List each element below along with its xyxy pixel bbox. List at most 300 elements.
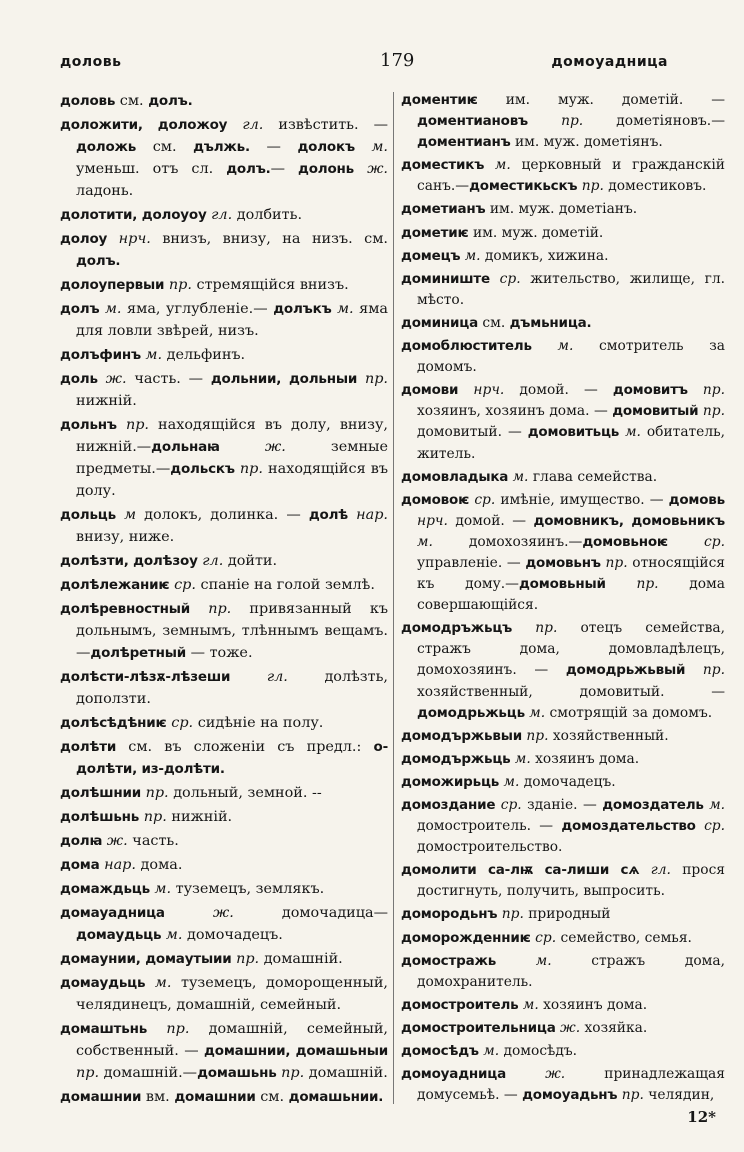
page-number: 179 [380,50,415,71]
grammar-abbreviation: гл. [266,669,288,685]
dictionary-entry [401,1041,725,1062]
headword: долꙗ [60,833,103,849]
headword: домашьнь [197,1065,277,1081]
grammar-abbreviation: нрч. [417,512,448,529]
headword: дольць [60,507,116,523]
definition-text: спаніе на голой землѣ. [195,577,375,593]
definition-text: яма для ловли звѣрей, низъ. [76,301,389,339]
headword: домодържьць [401,750,511,767]
grammar-abbreviation: пр. [125,417,149,433]
definition-text: земные предметы.— [76,439,388,477]
dictionary-entry [401,726,725,747]
headword: дольскъ [170,461,235,477]
grammar-abbreviation: ж. [105,371,127,387]
grammar-abbreviation: нрч. [473,382,505,399]
dictionary-entry [60,298,388,342]
grammar-abbreviation: ср. [500,797,522,813]
definition-text: природный [523,906,611,923]
headword: доль [60,371,98,387]
grammar-abbreviation: м. [464,247,481,264]
headword: домоздательство [561,818,696,835]
definition-text: семейство, семья. [556,929,692,946]
definition-text: часть. — [126,371,211,387]
headword: домаждьць [60,881,150,897]
grammar-abbreviation: м. [483,1043,500,1060]
headword: домодрьжьвый [565,662,686,679]
definition-text: домочадецъ. [519,773,616,790]
headword: долѣлежаниѥ [60,577,170,593]
definition-text: им. муж. дометіянъ. [510,134,663,151]
dictionary-entry [60,574,388,596]
grammar-abbreviation: ср. [499,270,521,287]
signature-mark: 12* [687,1108,716,1126]
headword: о-долѣти, из-долѣти. [76,739,388,777]
dictionary-entry [401,269,725,311]
headword: долѣ [308,507,349,523]
definition-text: домой. — [504,382,613,399]
dictionary-entry [60,712,388,734]
headword: домашьнии. [288,1089,384,1105]
dictionary-entry [401,313,725,334]
grammar-abbreviation: м. [165,927,183,943]
grammar-abbreviation: пр. [605,554,628,571]
definition-text: находящійся въ долу, внизу, нижній.— [76,417,388,455]
headword: домоздание [401,797,496,813]
dictionary-entry [401,246,725,267]
headword: доментиѥ [401,92,478,108]
grammar-abbreviation: пр. [526,727,549,744]
definition-text [639,862,650,878]
header-left-guideword: доловь [60,54,122,70]
definition-text [116,507,124,523]
definition-text [506,1066,545,1082]
grammar-abbreviation: пр. [143,809,167,825]
definition-text [528,113,561,129]
dictionary-entry [60,902,388,946]
headword: долъ. [226,161,271,177]
definition-text: отецъ семейства, стражъ дома, домовладѣлецъ, домохозяинъ. — [417,620,726,679]
definition-text [145,975,155,991]
headword: долъ. [148,93,193,109]
definition-text: хозяинъ дома. [538,996,648,1013]
grammar-abbreviation: м. [557,338,574,355]
definition-text: долѣзть, доползти. [76,669,389,707]
headword: домаудьць [60,975,146,991]
definition-text [190,601,208,617]
headword: долотити, долоуоу [60,207,207,223]
definition-text: внизъ, внизу, на низъ. см. [150,231,389,247]
dictionary-entry [401,336,725,378]
definition-text [696,818,704,834]
dictionary-entry [60,1086,388,1108]
headword: долѣшьнь [60,809,140,825]
headword: домашнии, домашьныи [204,1043,389,1059]
grammar-abbreviation: пр. [702,662,725,679]
headword: доможирьць [401,773,500,790]
dictionary-entry [60,598,388,664]
grammar-abbreviation: гл. [650,862,671,879]
grammar-abbreviation: нрч. [118,231,151,247]
headword: долѣшнии [60,785,141,801]
definition-text [606,576,637,592]
dictionary-entry [401,467,725,488]
definition-text: принадлежащая домусемьѣ. — [417,1066,725,1104]
headword: долѣти [60,739,117,755]
definition-text: управленіе. — [417,554,526,571]
headword: долонь [298,161,355,177]
dictionary-entry [60,504,388,548]
definition-text [230,669,267,685]
dictionary-entry [60,274,388,296]
definition-text: см. въ сложеніи съ предл.: [116,739,374,755]
headword: домостроитель [401,996,519,1013]
definition-text: обитатель, житель. [417,424,726,462]
definition-text: домикъ, хижина. [480,247,609,264]
grammar-abbreviation: гл. [202,553,224,569]
definition-text: глава семейства. [528,468,658,485]
definition-text: — [270,161,299,177]
headword: дометиѥ [401,224,469,241]
definition-text: дометіяновъ.— [583,113,725,130]
definition-text: жительство, жилище, гл. мѣсто. [417,270,725,308]
definition-text [496,953,536,969]
dictionary-entry [60,830,388,852]
definition-text: домашній.— [99,1065,198,1081]
headword: долъ. [76,253,121,269]
dictionary-entry [401,995,725,1016]
definition-text [354,161,367,177]
dictionary-entry [401,618,725,723]
dictionary-entry [401,223,725,244]
definition-text [165,905,213,921]
dictionary-entry [60,736,388,780]
grammar-abbreviation: ср. [171,715,194,731]
headword: домовитый [612,403,699,420]
headword: доместикъ [401,157,485,174]
definition-text: см. [477,314,510,331]
definition-text: домой. — [447,512,534,529]
left-column [60,90,388,1110]
headword: долоупервыи [60,277,165,293]
definition-text: хозяйка. [580,1019,648,1036]
definition-text [355,139,372,155]
grammar-abbreviation: м. [154,975,172,991]
definition-text: домашній, семейный, собственный. — [76,1021,389,1059]
grammar-abbreviation: ж. [264,439,286,455]
headword: доментианъ [417,134,511,151]
grammar-abbreviation: м. [522,996,539,1013]
grammar-abbreviation: ср. [704,533,725,550]
definition-text [458,382,473,398]
headword: доментиановъ [417,113,528,130]
grammar-abbreviation: ж. [545,1066,566,1083]
definition-text: хозяйственный. [548,727,669,744]
grammar-abbreviation: нар. [104,857,136,873]
headword: домауадница [60,905,165,921]
dictionary-entry [60,782,388,804]
definition-text [147,1021,166,1037]
dictionary-entry [401,490,725,617]
dictionary-entry [401,90,725,153]
dictionary-entry [401,1018,725,1039]
headword: домаунии, домаутыии [60,951,232,967]
grammar-abbreviation: м. [514,750,531,767]
grammar-abbreviation: пр. [702,403,725,420]
headword: долъкъ [273,301,332,317]
grammar-abbreviation: м. [337,301,354,317]
grammar-abbreviation: ж. [560,1019,581,1036]
definition-text: уменьш. отъ сл. [76,161,227,177]
definition-text: им. муж. дометіанъ. [485,201,638,218]
headword: дометианъ [401,201,486,218]
page-header [60,50,728,84]
definition-text [490,271,500,287]
definition-text: им. муж. дометій. [468,224,604,241]
headword: домовникъ, домовьникъ [533,512,725,529]
headword: домостражь [401,952,497,969]
definition-text [348,507,356,523]
dictionary-entry [60,228,388,272]
dictionary-entry [60,368,388,412]
dictionary-entry [60,878,388,900]
headword: домолити са-лѭ са-лиши сѧ [401,862,640,879]
definition-text [512,620,535,636]
grammar-abbreviation: м. [494,157,511,174]
definition-text [107,231,118,247]
dictionary-entry [60,414,388,502]
dictionary-entry [401,860,725,902]
definition-text: домашній. [304,1065,388,1081]
headword: дъмьница. [509,314,592,331]
grammar-abbreviation: пр. [236,951,260,967]
definition-text: см. [136,139,194,155]
grammar-abbreviation: пр. [281,1065,305,1081]
grammar-abbreviation: м. [535,952,552,969]
definition-text: стремящійся внизъ. [191,277,349,293]
definition-text: яма, углубленіе.— [121,301,274,317]
dictionary-entry [60,666,388,710]
headword: долѣзти, долѣзоу [60,553,198,569]
dictionary-entry [401,772,725,793]
definition-text: домосѣдъ. [499,1043,578,1060]
headword: доложь [76,139,137,155]
definition-text: хозяинъ, хозяинъ дома. — [417,403,613,420]
definition-text: зданіе. — [521,797,603,813]
headword: долѣсти-лѣзѫ-лѣзеши [60,669,231,685]
grammar-abbreviation: пр. [168,277,192,293]
definition-text: извѣстить. — [263,117,388,133]
definition-text: имѣніе, имущество. — [495,491,669,508]
headword: долъфинъ [60,347,141,363]
definition-text: прося достигнуть, получить, выпросить. [417,862,725,900]
definition-text: смотритель за домомъ. [417,338,725,376]
headword: дольнъ [60,417,117,433]
dictionary-entry [60,948,388,970]
grammar-abbreviation: м. [529,704,546,721]
definition-text: см. [115,93,149,109]
definition-text: долокъ, долинка. — [136,507,309,523]
headword: доместикьскъ [469,178,578,195]
definition-text: — [249,139,298,155]
definition-text: привязанный къ дольнымъ, земнымъ, тлѣннымъ вещамъ.— [76,601,388,661]
headword: домовоѥ [401,491,470,508]
headword: доморожденниѥ [401,929,531,946]
headword: домовьноѥ [582,533,669,550]
headword: домоуадьнъ [522,1087,618,1104]
grammar-abbreviation: пр. [364,371,388,387]
dictionary-entry [60,806,388,828]
headword: домаштьнь [60,1021,148,1037]
definition-text: хозяинъ дома. [530,750,640,767]
grammar-abbreviation: пр. [636,576,659,593]
headword: домовитъ [612,382,688,399]
dictionary-entry [401,155,725,197]
header-right-guideword: домоуадница [551,54,668,70]
grammar-abbreviation: пр. [208,601,232,617]
headword: дължь. [193,139,250,155]
dictionary-entry [60,1018,388,1084]
definition-text: часть. [127,833,179,849]
headword: домоблюститель [401,338,532,355]
grammar-abbreviation: пр. [535,620,558,637]
headword: долѣсѣдѣниѥ [60,715,167,731]
right-column [401,90,725,1108]
definition-text: домовитый. — [417,424,528,441]
dictionary-entry [401,795,725,858]
dictionary-entry [60,550,388,572]
grammar-abbreviation: пр. [621,1087,644,1104]
definition-text: сидѣніе на полу. [193,715,324,731]
definition-text: дома совершающійся. [417,576,726,614]
definition-text: домохозяинъ.— [432,533,583,550]
headword: домородьнъ [401,906,498,923]
grammar-abbreviation: ж. [212,905,234,921]
headword: долокъ [297,139,355,155]
definition-text: нижній. [166,809,233,825]
grammar-abbreviation: пр. [166,1021,190,1037]
dictionary-entry [60,972,388,1016]
definition-text: относящійся къ дому.— [417,554,725,593]
headword: домодържьвыи [401,727,522,744]
definition-text: туземецъ, землякъ. [171,881,325,897]
headword: долъ [60,301,100,317]
headword: домаудьць [76,927,162,943]
dictionary-entry [60,90,388,112]
headword: домосѣдъ [401,1043,479,1060]
grammar-abbreviation: ср. [474,491,496,508]
definition-text [227,117,242,133]
definition-text: дойти. [223,553,278,569]
headword: доминиште [401,270,490,287]
headword: долоу [60,231,108,247]
headword: домецъ [401,247,461,264]
definition-text: — тоже. [186,645,253,661]
grammar-abbreviation: ср. [704,818,726,835]
dictionary-entry [60,204,388,226]
grammar-abbreviation: м. [625,424,641,441]
grammar-abbreviation: м. [512,468,529,485]
headword: долѣретный [90,645,187,661]
definition-text: нижній. [76,393,137,409]
grammar-abbreviation: м. [709,797,726,813]
headword: домашнии [60,1089,142,1105]
definition-text: см. [255,1089,289,1105]
definition-text: домашній. [259,951,343,967]
definition-text [117,417,126,433]
grammar-abbreviation: м. [371,139,389,155]
headword: домовьный [518,576,606,593]
definition-text: дома. [135,857,183,873]
dictionary-entry [60,854,388,876]
grammar-abbreviation: м. [145,347,163,363]
grammar-abbreviation: пр. [145,785,169,801]
headword: домовладыка [401,468,509,485]
dictionary-entry [401,951,725,993]
definition-text: домостроительство. [417,839,563,856]
grammar-abbreviation: нар. [356,507,389,523]
definition-text [98,371,106,387]
dictionary-entry [401,199,725,220]
dictionary-entry [401,928,725,949]
definition-text: туземецъ, доморощенный, челядинецъ, домашній, семейный. [76,975,388,1013]
headword: домовь [668,491,725,508]
definition-text: дельфинъ. [162,347,246,363]
grammar-abbreviation: пр. [702,382,725,399]
grammar-abbreviation: м. [503,773,520,790]
definition-text: домочадица— [233,905,388,921]
definition-text: стражъ дома, домохранитель. [417,952,726,990]
definition-text: дольный, земной. -- [168,785,322,801]
headword: доминица [401,314,478,331]
definition-text: находящійся въ долу. [76,461,388,499]
grammar-abbreviation: гл. [211,207,233,223]
definition-text: смотрящій за домомъ. [545,704,713,721]
grammar-abbreviation: пр. [501,906,524,923]
definition-text: церковный и гражданскій санъ.— [417,157,725,195]
headword: домови [401,382,459,399]
column-divider [393,92,394,1104]
definition-text [220,439,265,455]
dictionary-entry [401,380,725,464]
headword: домовитьць [527,424,620,441]
headword: домовьнъ [525,554,601,571]
grammar-abbreviation: гл. [242,117,264,133]
headword: доложити, доложоу [60,117,228,133]
definition-text: внизу, ниже. [76,529,175,545]
headword: дольнаꙗ [151,439,220,455]
headword: доловь [60,93,116,109]
definition-text: доместиковъ. [603,178,707,195]
definition-text: долбить. [232,207,303,223]
dictionary-entry [401,1064,725,1106]
headword: долѣревностный [60,601,190,617]
definition-text [688,382,703,398]
definition-text: ладонь. [76,183,134,199]
definition-text: челядин, [643,1087,715,1104]
grammar-abbreviation: пр. [76,1065,100,1081]
grammar-abbreviation: м. [154,881,172,897]
definition-text: вм. [141,1089,175,1105]
dictionary-entry [60,344,388,366]
dictionary-entry [401,904,725,925]
grammar-abbreviation: пр. [581,178,604,195]
definition-text [357,371,365,387]
dictionary-entry [401,749,725,770]
headword: домоуадница [401,1066,507,1083]
grammar-abbreviation: м. [417,533,433,550]
headword: домоздатель [602,797,704,813]
definition-text [484,157,495,173]
